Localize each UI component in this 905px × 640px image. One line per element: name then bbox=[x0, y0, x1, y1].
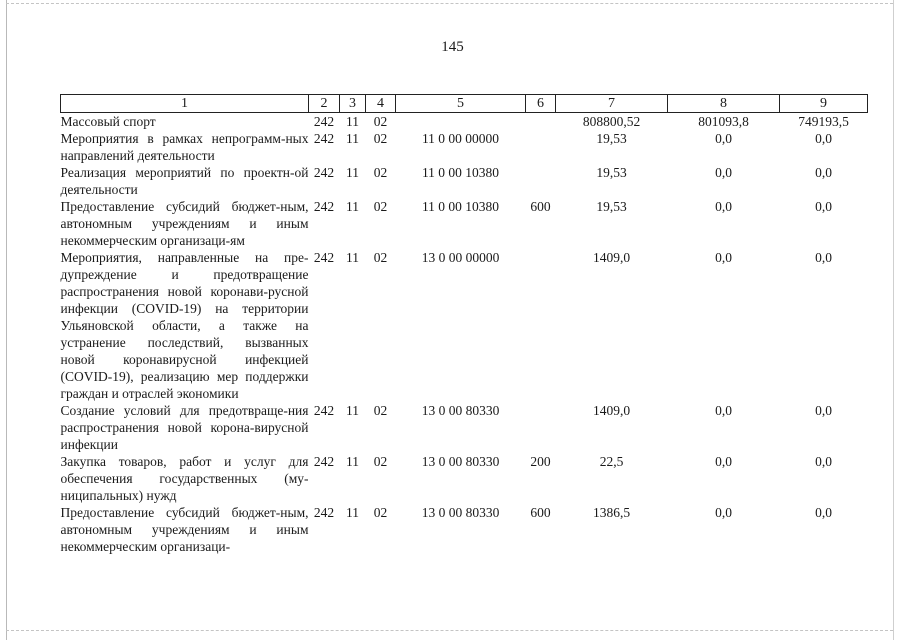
row-amount-cell: 749193,5 bbox=[798, 114, 849, 129]
row-name-cell: Мероприятия в рамках непрограмм-ных направлений деятельности bbox=[60, 131, 309, 163]
row-amount-cell: 1409,0 bbox=[592, 403, 631, 418]
scan-edge-top bbox=[6, 3, 893, 4]
row-amount-cell: 0,0 bbox=[715, 199, 732, 214]
row-target-cell bbox=[396, 113, 526, 131]
row-section-cell: 11 bbox=[346, 505, 359, 520]
row-section-cell: 11 bbox=[346, 250, 359, 265]
row-subsection-cell: 02 bbox=[373, 131, 388, 146]
row-subsection-cell: 02 bbox=[373, 199, 388, 214]
row-amount-cell: 19,53 bbox=[596, 131, 627, 146]
row-subsection-cell: 02 bbox=[373, 114, 388, 129]
row-target-cell: 11 0 00 10380 bbox=[421, 165, 500, 180]
column-header: 2 bbox=[309, 95, 340, 113]
row-amount-cell: 0,0 bbox=[715, 505, 732, 520]
header-row bbox=[61, 95, 868, 113]
row-amount-cell: 0,0 bbox=[815, 505, 832, 520]
table-row bbox=[61, 130, 868, 164]
table-row bbox=[61, 164, 868, 198]
row-type-cell: 200 bbox=[530, 454, 551, 469]
row-code-cell: 242 bbox=[313, 165, 335, 180]
row-subsection-cell: 02 bbox=[373, 454, 388, 469]
table-row bbox=[61, 113, 868, 131]
row-subsection-cell: 02 bbox=[373, 250, 388, 265]
column-header: 6 bbox=[526, 95, 556, 113]
row-code-cell: 242 bbox=[313, 403, 335, 418]
row-amount-cell: 0,0 bbox=[815, 131, 832, 146]
row-amount-cell: 22,5 bbox=[599, 454, 624, 469]
row-target-cell: 13 0 00 80330 bbox=[421, 454, 500, 469]
row-target-cell: 11 0 00 00000 bbox=[421, 131, 500, 146]
table-row bbox=[61, 198, 868, 249]
row-section-cell: 11 bbox=[346, 403, 359, 418]
row-type-cell bbox=[526, 113, 556, 131]
budget-table bbox=[60, 94, 868, 555]
row-subsection-cell: 02 bbox=[373, 403, 388, 418]
column-header: 9 bbox=[780, 95, 868, 113]
row-subsection-cell: 02 bbox=[373, 165, 388, 180]
row-amount-cell: 0,0 bbox=[815, 403, 832, 418]
row-name-cell: Создание условий для предотвраще-ния распространения новой корона-вирусной инфекции bbox=[60, 403, 309, 452]
row-subsection-cell: 02 bbox=[373, 505, 388, 520]
row-section-cell: 11 bbox=[346, 199, 359, 214]
row-type-cell: 600 bbox=[530, 505, 551, 520]
row-amount-cell: 19,53 bbox=[596, 199, 627, 214]
row-amount-cell: 0,0 bbox=[715, 403, 732, 418]
row-target-cell: 11 0 00 10380 bbox=[421, 199, 500, 214]
row-type-cell: 600 bbox=[530, 199, 551, 214]
column-header: 4 bbox=[366, 95, 396, 113]
row-amount-cell: 0,0 bbox=[815, 454, 832, 469]
row-type-cell bbox=[526, 164, 556, 198]
row-type-cell bbox=[526, 130, 556, 164]
row-name-cell: Мероприятия, направленные на пре-дупреждение и предотвращение распространения новой коронави-русной инфекции (COVID-19) на территории Ульяновской области, а также на устранение последствий, вызванных новой коронавирусной инфекцией (COVID-19), реализацию мер поддержки граждан и отраслей экономики bbox=[60, 250, 309, 401]
table-row bbox=[61, 402, 868, 453]
row-code-cell: 242 bbox=[313, 454, 335, 469]
row-amount-cell: 1409,0 bbox=[592, 250, 631, 265]
scan-edge-left bbox=[6, 0, 7, 640]
row-section-cell: 11 bbox=[346, 114, 359, 129]
row-name-cell: Закупка товаров, работ и услуг для обеспечения государственных (му-ниципальных) нужд bbox=[60, 454, 309, 503]
row-amount-cell: 0,0 bbox=[815, 165, 832, 180]
row-target-cell: 13 0 00 00000 bbox=[421, 250, 500, 265]
column-header: 7 bbox=[556, 95, 668, 113]
row-amount-cell: 0,0 bbox=[715, 454, 732, 469]
row-code-cell: 242 bbox=[313, 114, 335, 129]
column-header: 8 bbox=[668, 95, 780, 113]
row-section-cell: 11 bbox=[346, 454, 359, 469]
row-code-cell: 242 bbox=[313, 505, 335, 520]
column-header: 3 bbox=[340, 95, 366, 113]
row-code-cell: 242 bbox=[313, 131, 335, 146]
row-target-cell: 13 0 00 80330 bbox=[421, 505, 500, 520]
row-type-cell bbox=[526, 249, 556, 402]
page-number: 145 bbox=[441, 39, 464, 55]
scan-edge-bottom bbox=[6, 630, 893, 631]
row-name-cell: Реализация мероприятий по проектн-ой деятельности bbox=[60, 165, 309, 197]
row-code-cell: 242 bbox=[313, 250, 335, 265]
table-row bbox=[61, 504, 868, 555]
row-type-cell bbox=[526, 402, 556, 453]
row-amount-cell: 0,0 bbox=[815, 250, 832, 265]
row-amount-cell: 0,0 bbox=[715, 250, 732, 265]
row-amount-cell: 0,0 bbox=[815, 199, 832, 214]
table-row bbox=[61, 453, 868, 504]
row-amount-cell: 0,0 bbox=[715, 165, 732, 180]
scan-edge-right bbox=[893, 0, 894, 640]
row-section-cell: 11 bbox=[346, 131, 359, 146]
row-name-cell: Предоставление субсидий бюджет-ным, автономным учреждениям и иным некоммерческим организаци-ям bbox=[60, 199, 309, 248]
row-amount-cell: 0,0 bbox=[715, 131, 732, 146]
row-section-cell: 11 bbox=[346, 165, 359, 180]
row-amount-cell: 1386,5 bbox=[592, 505, 631, 520]
row-name-cell: Предоставление субсидий бюджет-ным, автономным учреждениям и иным некоммерческим организаци- bbox=[60, 505, 309, 554]
row-amount-cell: 801093,8 bbox=[698, 114, 749, 129]
column-header: 1 bbox=[61, 95, 309, 113]
column-header: 5 bbox=[396, 95, 526, 113]
row-amount-cell: 19,53 bbox=[596, 165, 627, 180]
row-name-cell: Массовый спорт bbox=[60, 114, 156, 129]
row-code-cell: 242 bbox=[313, 199, 335, 214]
row-target-cell: 13 0 00 80330 bbox=[421, 403, 500, 418]
table-row bbox=[61, 249, 868, 402]
row-amount-cell: 808800,52 bbox=[582, 114, 641, 129]
